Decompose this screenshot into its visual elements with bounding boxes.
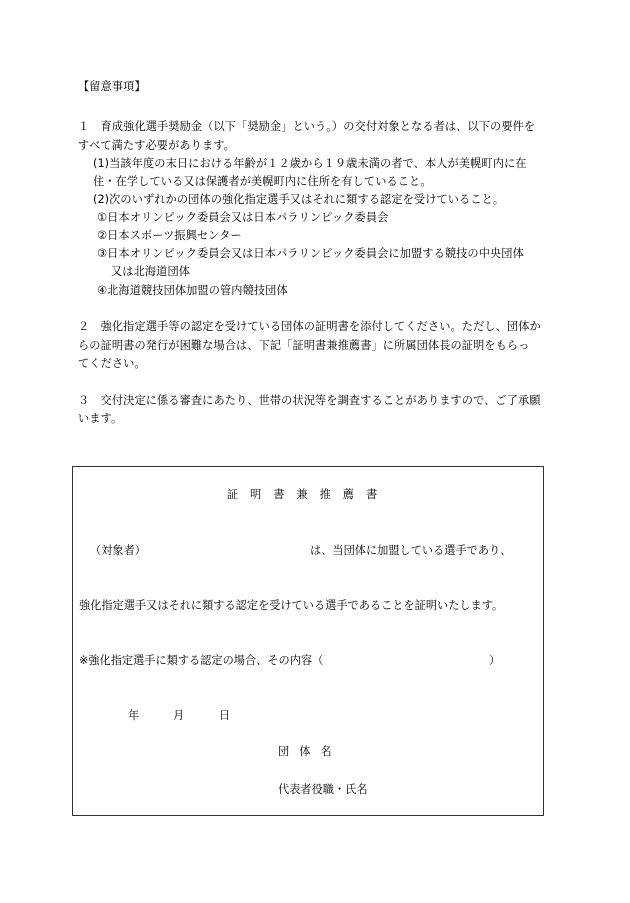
certificate-box (72, 466, 544, 816)
certify-text: 強化指定選手又はそれに類する認定を受けている選手であることを証明いたします。 (79, 599, 504, 612)
org-name-label: 団体名 (278, 745, 342, 758)
section1-item1-line2: 住・在学している又は保護者が美幌町内に住所を有していること。 (93, 175, 432, 188)
section1-item1-line1: (1)当該年度の末日における年齢が１２歳から１９歳未満の者で、本人が美幌町内に在 (93, 157, 527, 170)
section1-org2: ②日本スポーツ振興センター (97, 229, 242, 242)
section3-line2: います。 (78, 412, 123, 425)
representative-label: 代表者役職・氏名 (278, 783, 368, 796)
section1-line1: １ 育成強化選手奨励金（以下「奨励金」という。）の交付対象となる者は、以下の要件を (78, 120, 536, 133)
certificate-title: 証明書兼推薦書 (226, 488, 390, 501)
section1-org1: ①日本オリンピック委員会又は日本パラリンピック委員会 (97, 211, 389, 224)
section1-org3-line2: 又は北海道団体 (111, 265, 191, 278)
date-year-label: 年 (128, 709, 140, 722)
section3-line1: ３ 交付決定に係る審査にあたり、世帯の状況等を調査することがありますので、ご了承願 (78, 394, 541, 407)
section1-org4: ④北海道競技団体加盟の管内競技団体 (97, 284, 288, 297)
date-day-label: 日 (219, 709, 231, 722)
notes-heading: 【留意事項】 (78, 80, 146, 93)
target-suffix: は、当団体に加盟している選手であり、 (310, 544, 512, 557)
note-label: ※強化指定選手に類する認定の場合、その内容（ (79, 654, 324, 667)
date-month-label: 月 (173, 709, 185, 722)
section2-line2: らの証明書の発行が困難な場合は、下記「証明書兼推薦書」に所属団体長の証明をもらっ (78, 339, 530, 352)
section1-line2: すべて満たす必要があります。 (78, 139, 235, 152)
target-label: （対象者） (90, 544, 146, 557)
section2-line3: てください。 (78, 357, 146, 370)
section1-org3-line1: ③日本オリンピック委員会又は日本パラリンピック委員会に加盟する競技の中央団体 (97, 247, 524, 260)
section1-item2: (2)次のいずれかの団体の強化指定選手又はそれに類する認定を受けていること。 (93, 193, 505, 206)
section2-line1: ２ 強化指定選手等の認定を受けている団体の証明書を添付してください。ただし、団体か (78, 320, 541, 333)
note-close: ） (489, 654, 501, 667)
